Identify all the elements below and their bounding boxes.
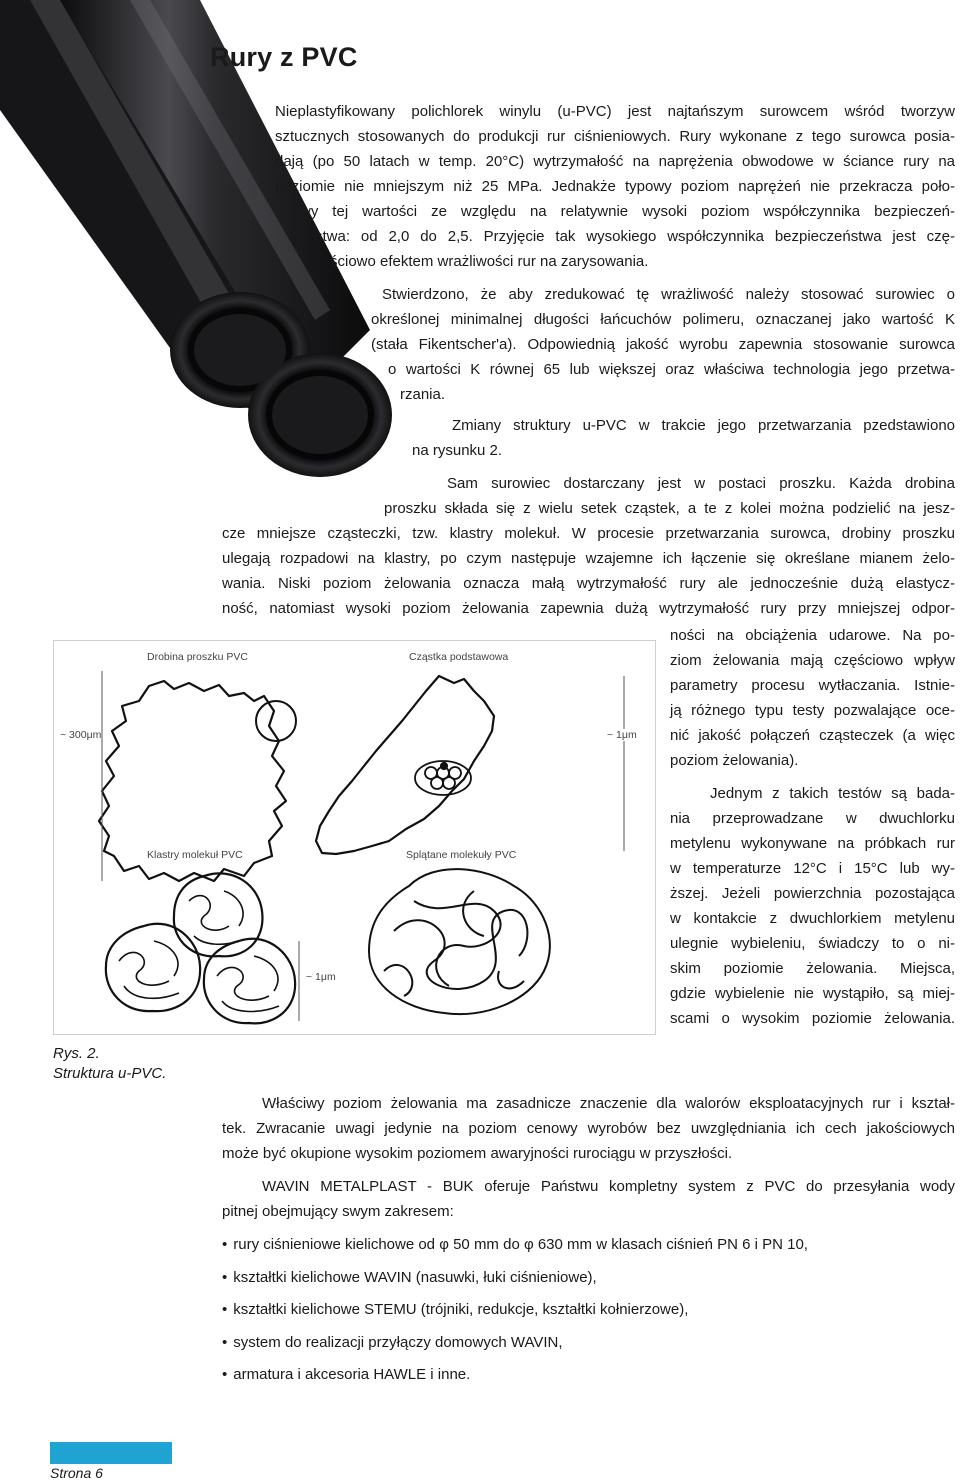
figure-caption	[53, 1044, 166, 1084]
footer-accent-bar	[50, 1442, 172, 1464]
text-line: ściowo efektem wrażliwości rur na zarysowania.	[330, 253, 649, 270]
text-line: ższej. Jeżeli powierzchnia pozostająca	[670, 885, 955, 902]
pvc-pipes-image	[0, 0, 400, 500]
text-line: może być okupione wysokim poziomem awaryjności rurociągu w przyszłości.	[222, 1145, 733, 1162]
text-line: parametry procesu wytłaczania. Istnie-	[670, 677, 955, 694]
list-item	[222, 1365, 470, 1385]
text-line: wy tej wartości ze względu na relatywnie wysoki poziom współczynnika bezpieczeń-	[300, 203, 955, 220]
text-line: określonej minimalnej długości łańcuchów polimeru, oznaczanej jako wartość K	[371, 311, 955, 328]
text-line: tek. Zwracanie uwagi jedynie na poziom cenowy wyrobów bez uwzględniania ich cech jakościowych	[222, 1120, 955, 1137]
list-item-text: kształtki kielichowe WAVIN (nasuwki, łuki ciśnieniowe),	[233, 1269, 597, 1286]
cluster-blob-3	[204, 939, 295, 1024]
text-line: ją różnego typu testy pozwalające oce-	[670, 702, 955, 719]
text-line: w kontakcie z dwuchlorkiem metylenu	[670, 910, 955, 927]
text-line: WAVIN METALPLAST - BUK oferuje Państwu kompletny system z PVC do przesyłania wody	[262, 1178, 955, 1195]
caption-number: Rys. 2.	[53, 1045, 100, 1062]
list-item	[222, 1268, 597, 1288]
text-line: scami o wysokim poziomie żelowania.	[670, 1010, 955, 1027]
text-line: (stała Fikentscher'a). Odpowiednią jakość wyrobu zapewnia stosowanie surowca	[371, 336, 955, 353]
cluster-blob-1	[174, 873, 263, 956]
dimension-1um-particle: ~ 1μm	[607, 729, 637, 741]
text-line: ulegnie wybieleniu, świadczy to o ni-	[670, 935, 955, 952]
text-line: na rysunku 2.	[412, 442, 503, 459]
text-line: dają (po 50 latach w temp. 20°C) wytrzymałość na naprężenia obwodowe w ściance rury na	[275, 153, 955, 170]
bullet-icon: •	[222, 1301, 228, 1318]
list-item-text: armatura i akcesoria HAWLE i inne.	[233, 1366, 471, 1383]
list-item-text: system do realizacji przyłączy domowych WAVIN,	[233, 1334, 563, 1351]
text-line: proszku składa się z wielu setek cząstek, a te z kolei można podzielić na jesz-	[384, 500, 955, 517]
cluster-blob-2	[106, 924, 200, 1011]
text-line: gdzie wybielenie nie wystąpiło, są miej-	[670, 985, 955, 1002]
text-line: ziom żelowania mają częściowo wpływ	[670, 652, 955, 669]
tangled-molecules	[369, 869, 550, 1014]
bullet-icon: •	[222, 1366, 228, 1383]
text-line: poziomie nie mniejszym niż 25 MPa. Jednakże typowy poziom naprężeń nie przekracza poło-	[275, 178, 955, 195]
text-line: poziom żelowania).	[670, 752, 799, 769]
bullet-icon: •	[222, 1269, 228, 1286]
label-tangled-molecules: Splątane molekuły PVC	[406, 849, 517, 861]
text-line: Nieplastyfikowany polichlorek winylu (u-PVC) jest najtańszym surowcem wśród tworzyw	[275, 103, 955, 120]
text-line: sztucznych stosowanych do produkcji rur ciśnieniowych. Rury wykonane z tego surowca posia-	[275, 128, 955, 145]
text-line: w temperaturze 12°C i 15°C lub wy-	[670, 860, 955, 877]
page-title: Rury z PVC	[210, 42, 358, 72]
text-line: Właściwy poziom żelowania ma zasadnicze znaczenie dla walorów eksploatacyjnych rur i kształ-	[262, 1095, 955, 1112]
caption-title: Struktura u-PVC.	[53, 1065, 167, 1082]
text-line: nić jakość połączeń cząsteczek (a więc	[670, 727, 955, 744]
text-line: rzania.	[400, 386, 446, 403]
dimension-300um: ~ 300μm	[60, 729, 102, 741]
text-line: Sam surowiec dostarczany jest w postaci proszku. Każda drobina	[447, 475, 955, 492]
text-line: ności na obciążenia udarowe. Na po-	[670, 627, 955, 644]
list-item-text: kształtki kielichowe STEMU (trójniki, redukcje, kształtki kołnierzowe),	[233, 1301, 689, 1318]
list-item	[222, 1333, 563, 1353]
bullet-icon: •	[222, 1334, 228, 1351]
text-line: Stwierdzono, że aby zredukować tę wrażliwość należy stosować surowiec o	[382, 286, 955, 303]
page-number: Strona 6	[50, 1465, 103, 1481]
text-line: skim poziomie żelowania. Miejsca,	[670, 960, 955, 977]
text-line: stwa: od 2,0 do 2,5. Przyjęcie tak wysokiego współczynnika bezpieczeństwa jest czę-	[315, 228, 955, 245]
text-line: metylenu wykonywane na próbkach rur	[670, 835, 955, 852]
label-primary-particle: Cząstka podstawowa	[409, 651, 509, 663]
figure-structure-upvc	[53, 640, 656, 1035]
text-line: pitnej obejmujący swym zakresem:	[222, 1203, 454, 1220]
label-powder-grain: Drobina proszku PVC	[147, 651, 248, 663]
text-line: wania. Niski poziom żelowania oznacza małą wytrzymałość rury ale jednocześnie dużą elastycz-	[222, 575, 955, 592]
text-line: nia przeprowadzane w dwuchlorku	[670, 810, 955, 827]
text-line: ność, natomiast wysoki poziom żelowania zapewnia dużą wytrzymałość rury przy mniejszej odpor-	[222, 600, 955, 617]
primary-particle-shape	[316, 676, 494, 854]
list-item	[222, 1300, 688, 1320]
list-item	[222, 1235, 808, 1255]
list-item-text: rury ciśnieniowe kielichowe od φ 50 mm do φ 630 mm w klasach ciśnień PN 6 i PN 10,	[233, 1236, 808, 1253]
dimension-1um-molecules: ~ 1μm	[306, 971, 336, 983]
text-line: o wartości K równej 65 lub większej oraz właściwa technologia jego przetwa-	[388, 361, 955, 378]
text-line: cze mniejsze cząsteczki, tzw. klastry molekuł. W procesie przetwarzania surowca, drobiny proszku	[222, 525, 955, 542]
figure-drawing	[54, 641, 655, 1034]
label-molecule-clusters: Klastry molekuł PVC	[147, 849, 243, 861]
bullet-icon: •	[222, 1236, 228, 1253]
text-line: Jednym z takich testów są bada-	[710, 785, 955, 802]
text-line: Zmiany struktury u-PVC w trakcie jego przetwarzania pzedstawiono	[452, 417, 955, 434]
text-line: ulegają rozpadowi na klastry, po czym następuje wzajemne ich łączenie się określane mianem żelo-	[222, 550, 955, 567]
